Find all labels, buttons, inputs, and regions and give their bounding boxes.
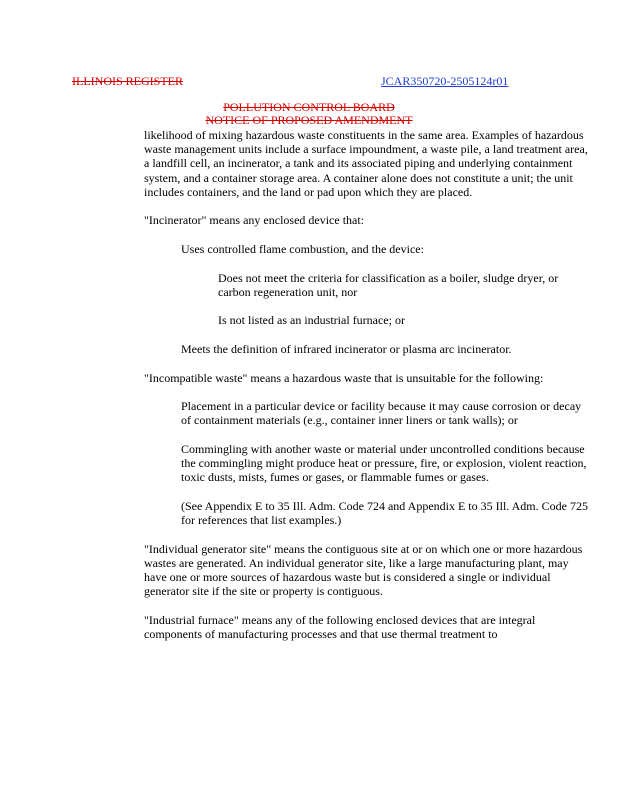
- paragraph: likelihood of mixing hazardous waste constituents in the same area. Examples of hazardous waste management units include a surface impoundment, a waste pile, a land treatment area, a landfill cell, an incinerator, a tank and its associated piping and underlying containment system, and a container storage area. A container alone does not constitute a unit; the unit includes containers, and the land or pad upon which they are placed.: [144, 128, 588, 199]
- notice-heading: NOTICE OF PROPOSED AMENDMENT: [205, 113, 413, 127]
- document-body: [144, 128, 590, 656]
- board-heading: POLLUTION CONTROL BOARD: [223, 100, 395, 114]
- paragraph: Meets the definition of infrared incinerator or plasma arc incinerator.: [181, 341, 512, 356]
- paragraph: Uses controlled flame combustion, and the device:: [181, 242, 424, 256]
- paragraph: Commingling with another waste or material under uncontrolled conditions because the commingling might produce heat or pressure, fire, or explosion, violent reaction, toxic dusts, mists, fumes or gases, or flammable fumes or gases.: [181, 441, 587, 485]
- paragraph: "Individual generator site" means the contiguous site at or on which one or more hazardous wastes are generated. An individual generator site, like a large manufacturing plant, may have one or more sources of hazardous waste but is considered a single or individual generator site if the site or property is contiguous.: [144, 541, 583, 599]
- paragraph: "Industrial furnace" means any of the following enclosed devices that are integral components of manufacturing processes and that use thermal treatment to: [144, 612, 536, 642]
- paragraph: "Incompatible waste" means a hazardous waste that is unsuitable for the following:: [144, 370, 544, 385]
- paragraph: "Incinerator" means any enclosed device that:: [144, 213, 365, 228]
- paragraph: (See Appendix E to 35 Ill. Adm. Code 724 and Appendix E to 35 Ill. Adm. Code 725 for references that list examples.): [181, 498, 588, 528]
- document-id-link[interactable]: JCAR350720-2505124r01: [381, 74, 509, 88]
- paragraph: Placement in a particular device or facility because it may cause corrosion or decay of containment materials (e.g., container inner liners or tank walls); or: [181, 399, 582, 428]
- register-title: ILLINOIS REGISTER: [72, 74, 183, 88]
- paragraph: Does not meet the criteria for classification as a boiler, sludge dryer, or carbon regeneration unit, nor: [218, 270, 559, 299]
- paragraph: Is not listed as an industrial furnace; or: [218, 313, 405, 328]
